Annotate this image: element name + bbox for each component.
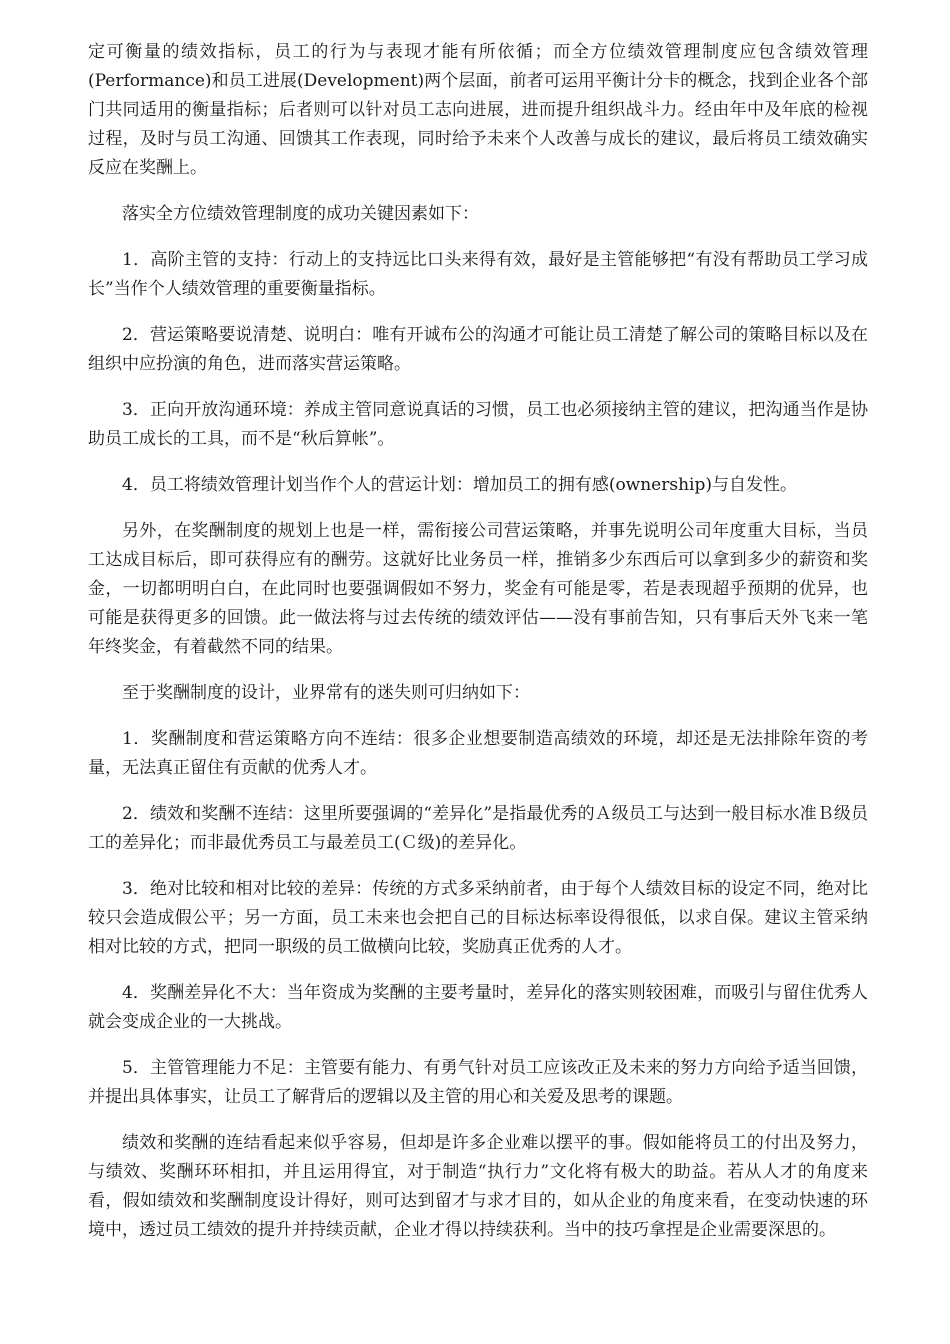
list-item-factor-4: 4．员工将绩效管理计划当作个人的营运计划：增加员工的拥有感(ownership)与自发性。 — [122, 475, 797, 495]
paragraph-pitfalls-heading: 至于奖酬制度的设计，业界常有的迷失则可归纳如下： — [122, 683, 530, 703]
list-item-pitfall-1: 1．奖酬制度和营运策略方向不连结：很多企业想要制造高绩效的环境，却还是无法排除年资的考量，无法真正留住有贡献的优秀人才。 — [88, 729, 868, 778]
paragraph-intro-continued: 定可衡量的绩效指标，员工的行为与表现才能有所依循；而全方位绩效管理制度应包含绩效管理(Performance)和员工进展(Development)两个层面，前者可运用平衡计分卡的概念，找到企业各个部门共同适用的衡量指标；后者则可以针对员工志向进展，进而提升组织战斗力。经由年中及年底的检视过程，及时与员工沟通、回馈其工作表现，同时给予未来个人改善与成长的建议，最后将员工绩效确实反应在奖酬上。 — [88, 42, 868, 178]
list-item-factor-3: 3．正向开放沟通环境：养成主管同意说真话的习惯，员工也必须接纳主管的建议，把沟通当作是协助员工成长的工具，而不是“秋后算帐”。 — [88, 400, 868, 449]
list-item-pitfall-4: 4．奖酬差异化不大：当年资成为奖酬的主要考量时，差异化的落实则较困难，而吸引与留住优秀人就会变成企业的一大挑战。 — [88, 983, 868, 1032]
list-item-factor-1: 1．高阶主管的支持：行动上的支持远比口头来得有效，最好是主管能够把“有没有帮助员工学习成长”当作个人绩效管理的重要衡量指标。 — [88, 250, 868, 299]
list-item-factor-2: 2．营运策略要说清楚、说明白：唯有开诚布公的沟通才可能让员工清楚了解公司的策略目标以及在组织中应扮演的角色，进而落实营运策略。 — [88, 325, 868, 374]
paragraph-conclusion: 绩效和奖酬的连结看起来似乎容易，但却是许多企业难以摆平的事。假如能将员工的付出及努力，与绩效、奖酬环环相扣，并且运用得宜，对于制造“执行力”文化将有极大的助益。若从人才的角度来看，假如绩效和奖酬制度设计得好，则可达到留才与求才目的，如从企业的角度来看，在变动快速的环境中，透过员工绩效的提升并持续贡献，企业才得以持续获利。当中的技巧拿捏是企业需要深思的。 — [88, 1133, 868, 1240]
document-body — [88, 38, 868, 1262]
list-item-pitfall-3: 3．绝对比较和相对比较的差异：传统的方式多采纳前者，由于每个人绩效目标的设定不同，绝对比较只会造成假公平；另一方面，员工未来也会把自己的目标达标率设得很低，以求自保。建议主管采纳相对比较的方式，把同一职级的员工做横向比较，奖励真正优秀的人才。 — [88, 879, 868, 957]
paragraph-key-factors-heading: 落实全方位绩效管理制度的成功关键因素如下： — [122, 204, 479, 224]
list-item-pitfall-2: 2．绩效和奖酬不连结：这里所要强调的“差异化”是指最优秀的Ａ级员工与达到一般目标水准Ｂ级员工的差异化；而非最优秀员工与最差员工(Ｃ级)的差异化。 — [88, 804, 868, 853]
paragraph-reward-planning: 另外，在奖酬制度的规划上也是一样，需衔接公司营运策略，并事先说明公司年度重大目标，当员工达成目标后，即可获得应有的酬劳。这就好比业务员一样，推销多少东西后可以拿到多少的薪资和奖金，一切都明明白白，在此同时也要强调假如不努力，奖金有可能是零，若是表现超乎预期的优异，也可能是获得更多的回馈。此一做法将与过去传统的绩效评估——没有事前告知，只有事后天外飞来一笔年终奖金，有着截然不同的结果。 — [88, 521, 868, 657]
list-item-pitfall-5: 5．主管管理能力不足：主管要有能力、有勇气针对员工应该改正及未来的努力方向给予适当回馈，并提出具体事实，让员工了解背后的逻辑以及主管的用心和关爱及思考的课题。 — [88, 1058, 868, 1107]
